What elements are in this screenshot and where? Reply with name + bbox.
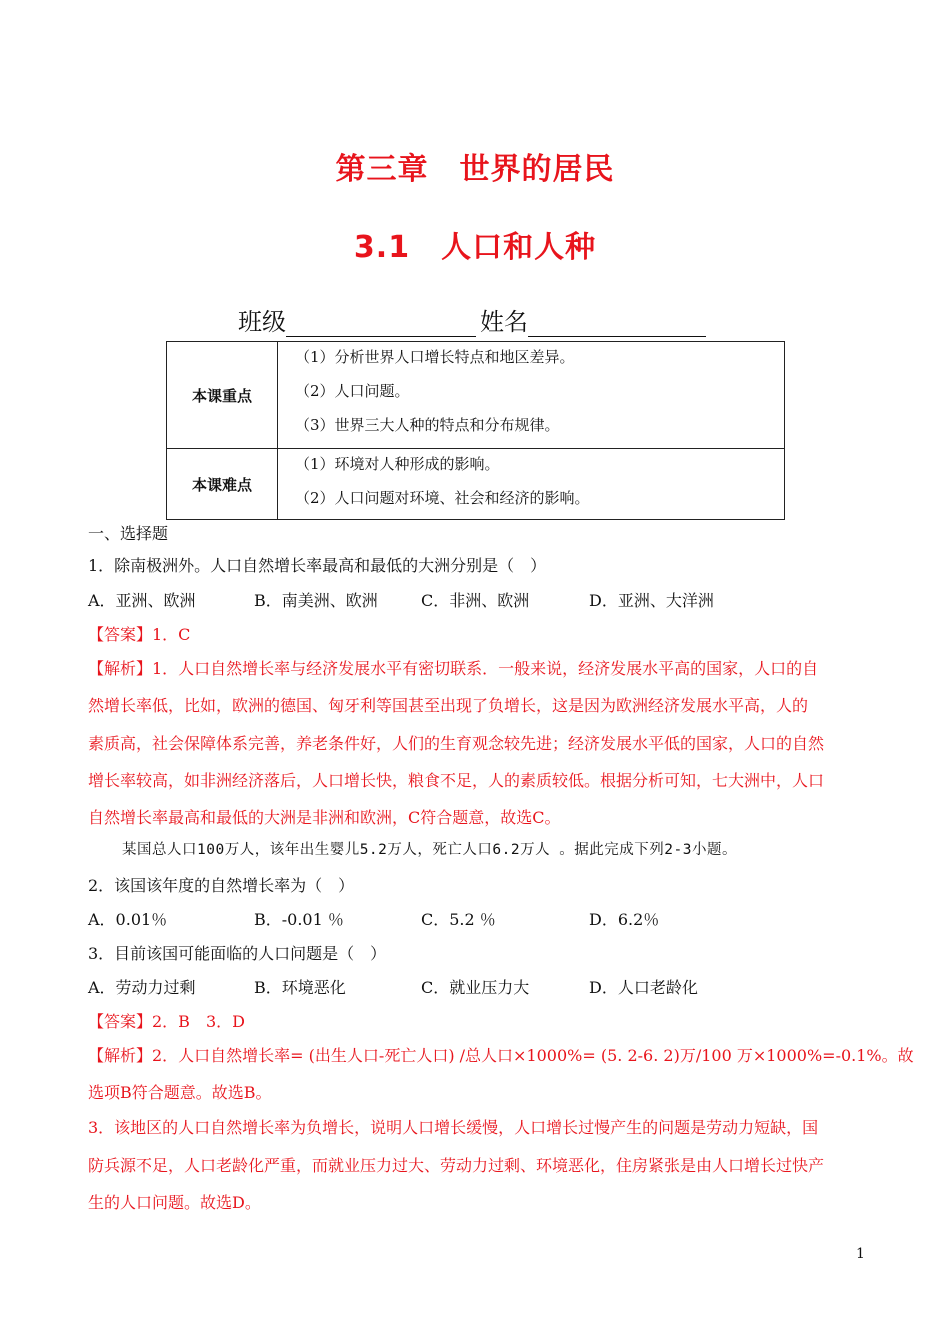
name-blank[interactable] [528, 310, 706, 337]
q1-analysis-line: 增长率较高，如非洲经济落后，人口增长快，粮食不足，人的素质较低。根据分析可知，七大洲中，人口 [88, 771, 825, 790]
q1-option-b: B．南美洲、欧洲 [254, 591, 378, 610]
focus-item: （1）分析世界人口增长特点和地区差异。 [295, 348, 575, 366]
q3-option-c: C．就业压力大 [421, 978, 530, 997]
focus-item: （2）人口问题。 [295, 382, 410, 400]
focus-item: （3）世界三大人种的特点和分布规律。 [295, 416, 560, 434]
name-label: 姓名 [480, 308, 528, 336]
key-points-table [166, 341, 785, 520]
q23-analysis-line: 3．该地区的人口自然增长率为负增长，说明人口增长缓慢，人口增长过慢产生的问题是劳动力短缺，国 [88, 1118, 819, 1137]
difficulty-items [278, 449, 785, 520]
q3-stem: 3．目前该国可能面临的人口问题是（ ） [88, 944, 387, 963]
q1-analysis-line: 自然增长率最高和最低的大洲是非洲和欧洲，C符合题意，故选C。 [88, 808, 561, 827]
class-label: 班级 [238, 308, 286, 336]
difficulty-item: （2）人口问题对环境、社会和经济的影响。 [295, 489, 590, 507]
q1-analysis-line: 然增长率低，比如，欧洲的德国、匈牙利等国甚至出现了负增长，这是因为欧洲经济发展水平高，人的 [88, 696, 809, 715]
q1-analysis-line: 【解析】1．人口自然增长率与经济发展水平有密切联系．一般来说，经济发展水平高的国家，人口的自 [88, 659, 819, 678]
q3-option-a: A．劳动力过剩 [88, 978, 196, 997]
q1-answer: 【答案】1．C [88, 625, 191, 644]
chapter-title: 第三章 世界的居民 [335, 152, 615, 187]
class-name-line [238, 302, 706, 337]
q3-option-b: B．环境恶化 [254, 978, 346, 997]
q1-option-a: A．亚洲、欧洲 [88, 591, 196, 610]
q2-option-d: D．6.2％ [589, 910, 660, 929]
difficulty-row [167, 449, 785, 520]
q1-option-c: C．非洲、欧洲 [421, 591, 530, 610]
q1-analysis-line: 素质高，社会保障体系完善，养老条件好，人们的生育观念较先进；经济发展水平低的国家，人口的自然 [88, 734, 825, 753]
q23-analysis-line: 生的人口问题。故选D。 [88, 1193, 261, 1212]
difficulty-item: （1）环境对人种形成的影响。 [295, 455, 500, 473]
question-context: 某国总人口100万人，该年出生婴儿5.2万人，死亡人口6.2万人 。据此完成下列2-3小题。 [122, 842, 737, 858]
focus-row [167, 342, 785, 449]
q2-stem: 2．该国该年度的自然增长率为（ ） [88, 876, 355, 895]
difficulty-label: 本课难点 [167, 449, 278, 520]
q2-option-b: B．-0.01 ％ [254, 910, 344, 929]
q23-analysis-line: 【解析】2．人口自然增长率= (出生人口-死亡人口) /总人口×1000%= (5. 2-6. 2)万/100 万×1000%=-0.1%。故 [88, 1046, 914, 1065]
q3-option-d: D．人口老龄化 [589, 978, 698, 997]
q1-option-d: D．亚洲、大洋洲 [589, 591, 714, 610]
q2-option-c: C．5.2 ％ [421, 910, 496, 929]
q1-stem: 1．除南极洲外。人口自然增长率最高和最低的大洲分别是（ ） [88, 556, 547, 575]
section-title: 3.1 人口和人种 [353, 230, 597, 265]
focus-label: 本课重点 [167, 342, 278, 449]
section-heading: 一、选择题 [88, 524, 169, 543]
q2-option-a: A．0.01％ [88, 910, 168, 929]
q23-analysis-line: 选项B符合题意。故选B。 [88, 1083, 272, 1102]
class-blank[interactable] [286, 310, 476, 337]
q23-analysis-line: 防兵源不足，人口老龄化严重，而就业压力过大、劳动力过剩、环境恶化，住房紧张是由人口增长过快产 [88, 1156, 825, 1175]
focus-items [278, 342, 785, 449]
q23-answer: 【答案】2．B 3．D [88, 1012, 245, 1031]
page-number: 1 [856, 1246, 865, 1262]
